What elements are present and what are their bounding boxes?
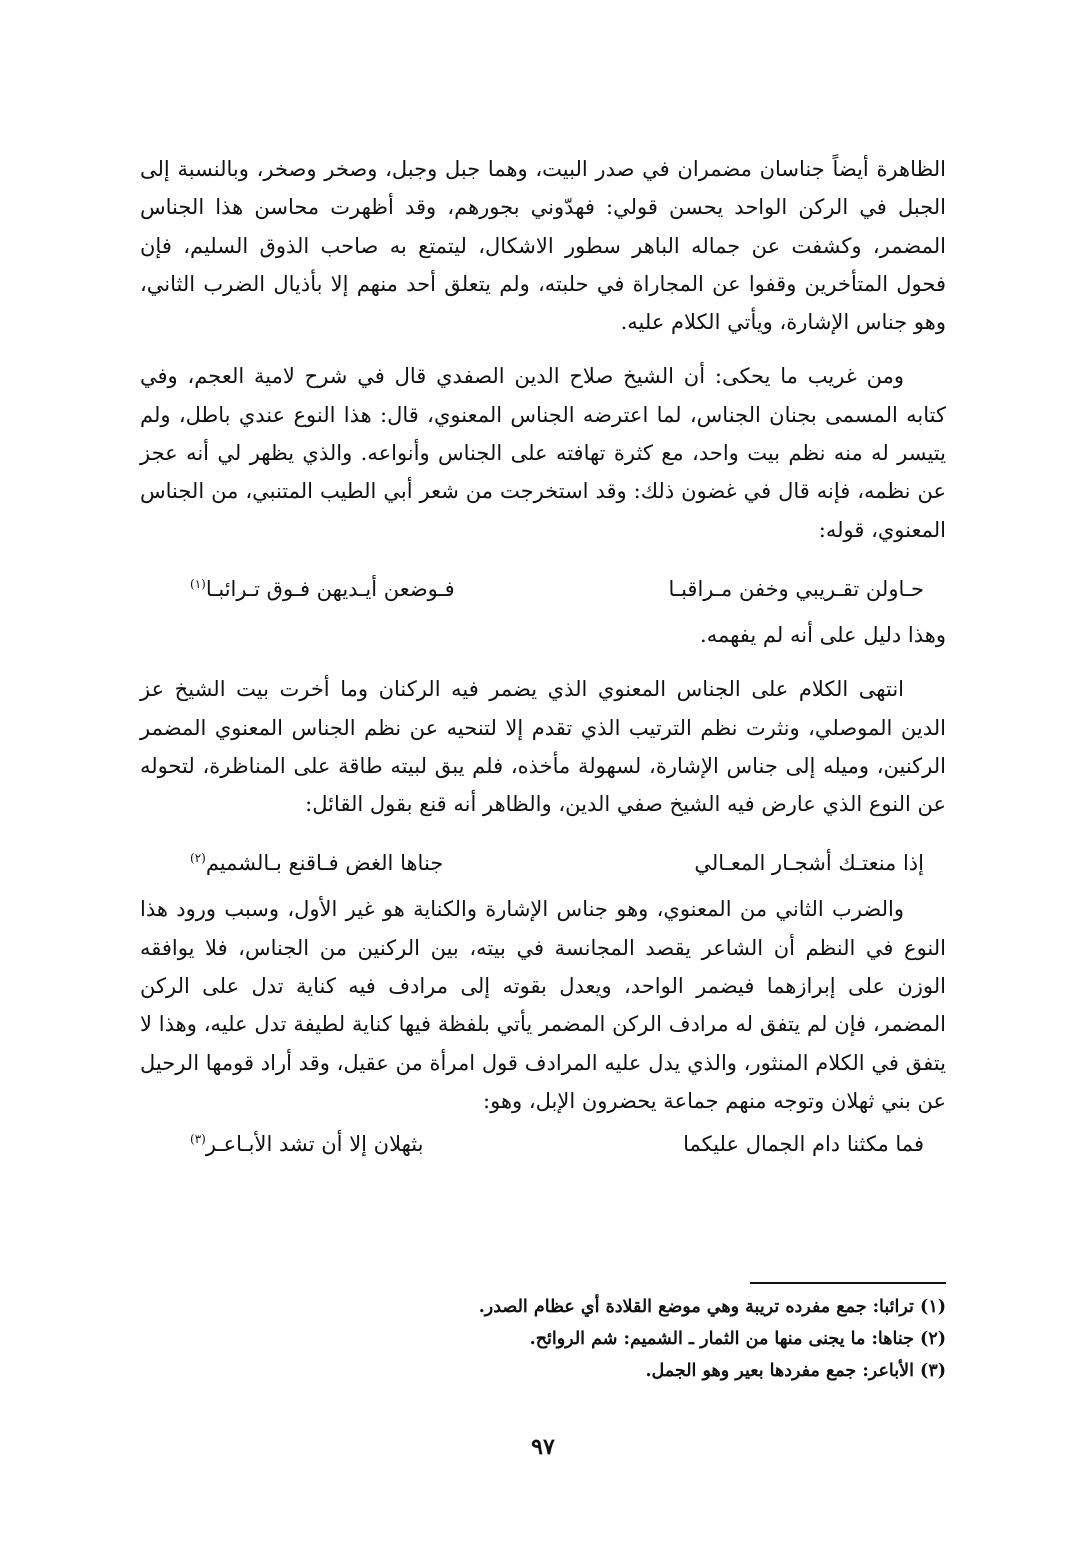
verse-2 [190,839,924,882]
verse-3-second-hemistich-wrap [190,1120,424,1163]
verse-2-second-hemistich-wrap [190,839,443,882]
footnote-ref-2: (٢) [190,851,206,866]
paragraph-3: انتهى الكلام على الجناس المعنوي الذي يضمر فيه الركنان وما أخرت بيت الشيخ عز الدين الموصلي، ونثرت نظم الترتيب الذي تقدم إلا لتنحيه عن نظم الجناس المعنوي المضمر الركنين، وميله إلى جناس الإشارة، لسهولة مأخذه، فلم يبق لبيته طاقة على المناظرة، لتحوله عن النوع الذي عارض فيه الشيخ صفي الدين، والظاهر أنه قنع بقول القائل: [140,677,946,817]
footnote-ref-1: (١) [190,576,206,591]
footnote-separator [750,1282,946,1284]
verse-2-second-hemistich: جناها الغض فـاقنع بـالشميم [205,851,444,876]
footnotes [140,1291,946,1387]
verse-1-second-hemistich-wrap [190,565,455,608]
verse-1 [190,565,924,608]
verse-2-first-hemistich: إذا منعتـك أشجـار المعـالي [694,851,924,876]
footnote-ref-3: (٣) [190,1132,206,1147]
main-text [140,150,946,1171]
paragraph-2: ومن غريب ما يحكى: أن الشيخ صلاح الدين الصفدي قال في شرح لامية العجم، وفي كتابه المسمى بجنان الجناس، لما اعترضه الجناس المعنوي، قال: هذا النوع عندي باطل، ولم يتيسر له منه نظم بيت واحد، مع كثرة تهافته على الجناس وأنواعه. والذي يظهر لي أنه عجز عن نظمه، فإنه قال في غضون ذلك: وقد استخرجت من شعر أبي الطيب المتنبي، من الجناس المعنوي، قوله: [140,364,946,542]
page-number: ٩٧ [531,1434,555,1460]
paragraph-4: والضرب الثاني من المعنوي، وهو جناس الإشارة والكناية هو غير الأول، وسبب ورود هذا النوع في النظم أن الشاعر يقصد المجانسة في بيته، بين الركنين من الجناس، فلا يوافقه الوزن على إبرازهما فيضمر الواحد، ويعدل بقوته إلى مرادف فيه كناية تدل على الركن المضمر، فإن لم يتفق له مرادف الركن المضمر يأتي بلفظة فيها كناية لطيفة تدل عليه، وهذا لا يتفق في الكلام المنثور، والذي يدل عليه المرادف قول امرأة من عقيل، وقد أراد قومها الرحيل عن بني ثهلان وتوجه منهم جماعة يحضرون الإبل، وهو: [140,897,946,1113]
verse-comment: وهذا دليل على أنه لم يفهمه. [700,622,946,647]
verse-3 [190,1120,924,1163]
footnote-1: (١) ترائبا: جمع مفرده تريبة وهي موضع القلادة أي عظام الصدر. [478,1297,946,1317]
verse-1-second-hemistich: فـوضعن أيـديهن فـوق تـرائبـا [205,576,455,601]
verse-3-second-hemistich: بثهلان إلا أن تشد الأبـاعـر [205,1132,424,1157]
verse-3-first-hemistich: فما مكثنا دام الجمال عليكما [683,1132,924,1157]
footnote-2: (٢) جناها: ما يجنى منها من الثمار ـ الشميم: شم الروائح. [529,1329,946,1349]
footnote-3: (٣) الأباعر: جمع مفردها بعير وهو الجمل. [645,1361,946,1381]
verse-1-first-hemistich: حـاولن تقـريبي وخفن مـراقبـا [668,576,924,601]
paragraph-1: الظاهرة أيضاً جناسان مضمران في صدر البيت، وهما جبل وجبل، وصخر وصخر، وبالنسبة إلى الجبل في الركن الواحد يحسن قولي: فهدّوني بجورهم، وقد أظهرت محاسن هذا الجناس المضمر، وكشفت عن جماله الباهر سطور الاشكال، ليتمتع به صاحب الذوق السليم، فإن فحول المتأخرين وقفوا عن المجاراة في حلبته، ولم يتعلق أحد منهم إلا بأذيال الضرب الثاني، وهو جناس الإشارة، ويأتي الكلام عليه. [140,157,946,335]
